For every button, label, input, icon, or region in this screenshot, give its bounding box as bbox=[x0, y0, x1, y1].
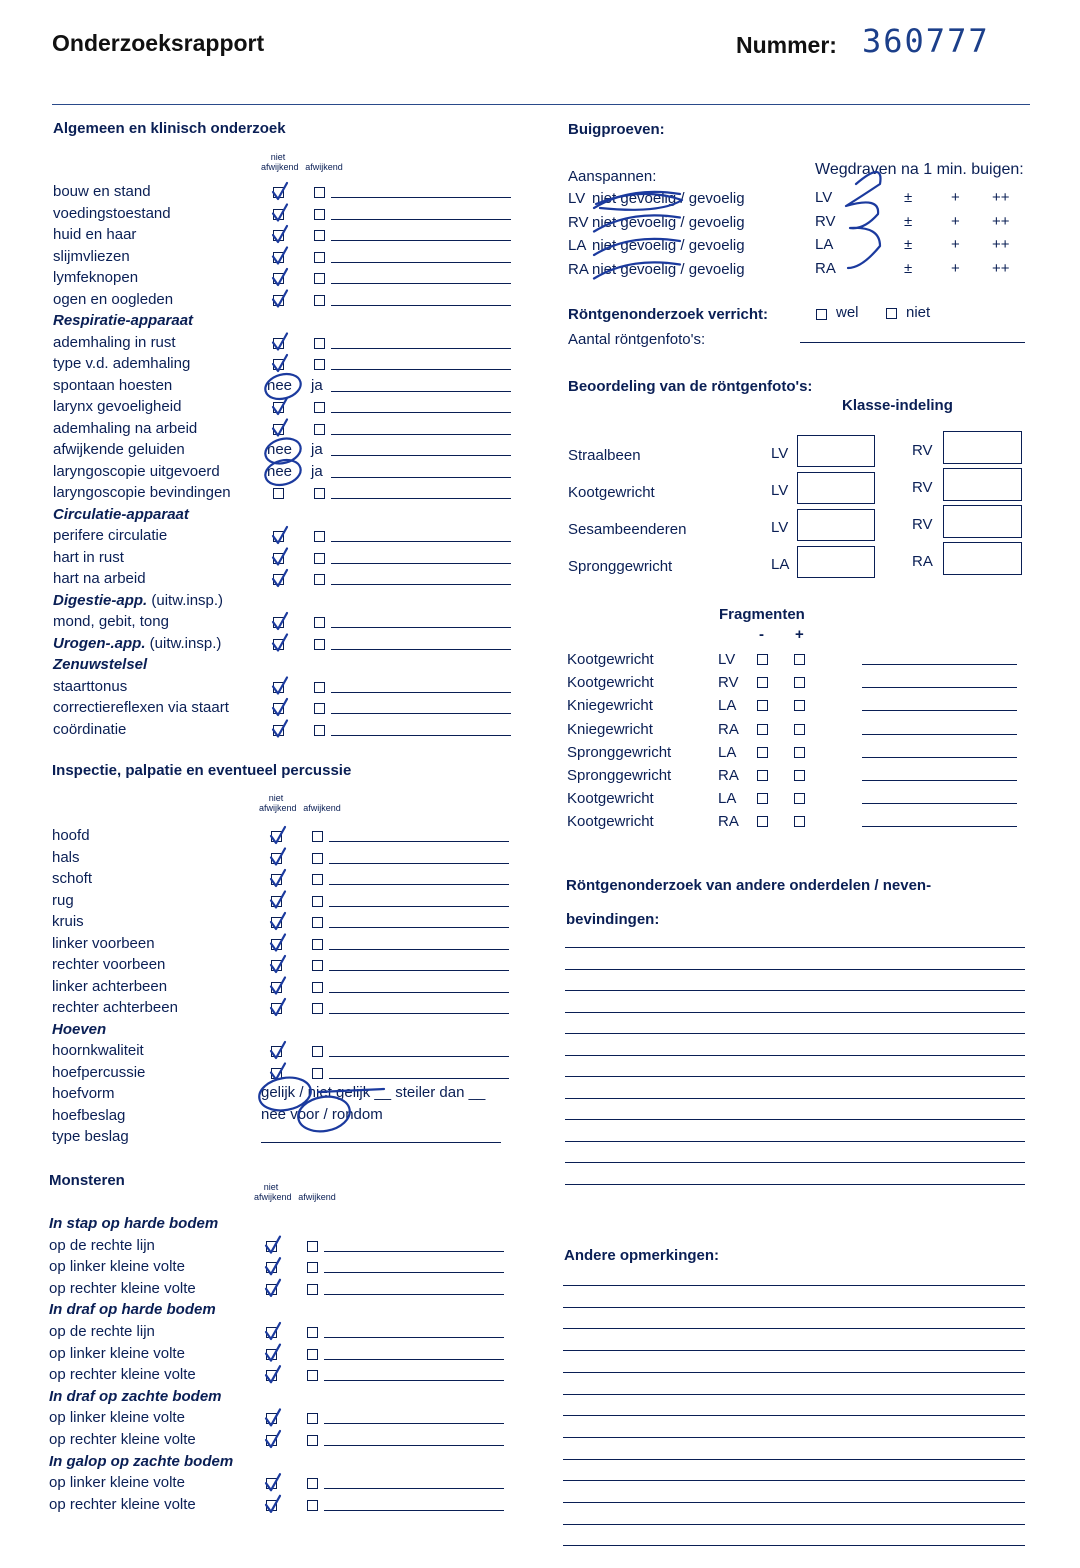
number-label: Nummer: bbox=[736, 32, 837, 58]
label-text: op linker kleine volte bbox=[49, 1474, 185, 1492]
checkmark bbox=[273, 291, 287, 307]
rontgen-wel-label: wel bbox=[836, 304, 859, 321]
fragment-label: Kootgewricht bbox=[567, 813, 654, 831]
label-text: hoefbeslag bbox=[52, 1106, 126, 1124]
section1-colhdr-afwijkend: afwijkend bbox=[305, 162, 343, 172]
label-text: Circulatie-apparaat bbox=[53, 505, 189, 523]
aanspannen-options[interactable]: niet gevoelig / gevoelig bbox=[592, 213, 745, 231]
aanspannen-label: Aanspannen: bbox=[568, 168, 657, 185]
fragment-label: Kootgewricht bbox=[567, 651, 654, 668]
wegdraven-scale-0[interactable]: ± bbox=[904, 212, 913, 230]
checkmark bbox=[266, 1474, 280, 1490]
wegdraven-scale-0[interactable]: ± bbox=[904, 189, 913, 206]
fragment-minus: - bbox=[759, 626, 764, 643]
wegdraven-leg: RA bbox=[815, 259, 836, 277]
checkmark bbox=[273, 678, 287, 694]
checkmark bbox=[266, 1237, 280, 1253]
fragment-plus: + bbox=[795, 626, 804, 643]
checkmark bbox=[273, 570, 287, 586]
label-text: coördinatie bbox=[53, 720, 127, 738]
label-text: type beslag bbox=[52, 1128, 129, 1145]
label-text: rechter voorbeen bbox=[52, 956, 166, 973]
label-text: Hoeven bbox=[52, 1020, 107, 1038]
fragment-leg: LV bbox=[718, 651, 736, 668]
label-text: slijmvliezen bbox=[53, 247, 130, 265]
niet-gevoelig-mark bbox=[594, 239, 680, 255]
checkmark bbox=[273, 183, 287, 199]
klasse-right-leg: RV bbox=[912, 442, 933, 459]
checkmark bbox=[271, 849, 285, 865]
label-text: laryngoscopie uitgevoerd bbox=[53, 462, 220, 480]
fragment-leg: RA bbox=[718, 767, 739, 784]
section2-colhdr-niet-1: niet bbox=[268, 793, 284, 803]
fragment-label: Kniegewricht bbox=[567, 697, 653, 715]
label-text: op rechter kleine volte bbox=[49, 1366, 196, 1384]
checkmark bbox=[266, 1366, 280, 1382]
nee-option[interactable]: nee bbox=[267, 376, 293, 394]
ja-option[interactable]: ja bbox=[311, 376, 323, 394]
label-text: op linker kleine volte bbox=[49, 1409, 185, 1427]
label-text: perifere circulatie bbox=[53, 527, 168, 544]
section2-colhdr-niet-2: afwijkend bbox=[259, 803, 297, 813]
label-text: hoefvorm bbox=[52, 1085, 115, 1102]
nee-option[interactable]: nee bbox=[267, 462, 293, 480]
klasse-left-leg: LV bbox=[771, 482, 789, 499]
ja-option[interactable]: ja bbox=[311, 462, 323, 480]
section3-colhdr-niet-2: afwijkend bbox=[254, 1192, 292, 1202]
aanspannen-circle bbox=[596, 194, 682, 210]
checkmark bbox=[266, 1280, 280, 1296]
checkmark bbox=[273, 613, 287, 629]
opmerkingen-title: Andere opmerkingen: bbox=[564, 1247, 720, 1264]
checkmark bbox=[273, 334, 287, 350]
nee-circle bbox=[263, 370, 304, 402]
checkmark bbox=[273, 355, 287, 371]
section2-title: Inspectie, palpatie en eventueel percussie bbox=[52, 762, 352, 779]
rontgen-verricht-label: Röntgenonderzoek verricht: bbox=[568, 306, 769, 323]
checkmark bbox=[271, 892, 285, 908]
fragment-label: Kootgewricht bbox=[567, 790, 654, 808]
label-text: spontaan hoesten bbox=[53, 376, 173, 394]
checkmark bbox=[266, 1258, 280, 1274]
label-text: staarttonus bbox=[53, 677, 128, 695]
niet-gelijk-strikethrough bbox=[318, 1089, 384, 1092]
wegdraven-label: Wegdraven na 1 min. buigen: bbox=[815, 161, 1024, 178]
fragment-label: Kootgewricht bbox=[567, 674, 654, 692]
label-suffix: (uitw.insp.) bbox=[145, 634, 222, 652]
label-text: Zenuwstelsel bbox=[53, 656, 148, 673]
checkmark bbox=[273, 699, 287, 715]
rontgen-niet-label: niet bbox=[906, 304, 931, 321]
fragment-leg: RA bbox=[718, 813, 739, 831]
wegdraven-scale-0[interactable]: ± bbox=[904, 259, 913, 277]
klasse-label: Sesambeenderen bbox=[568, 521, 687, 538]
checkmark bbox=[266, 1431, 280, 1447]
report-title: Onderzoeksrapport bbox=[52, 30, 265, 56]
checkmark bbox=[266, 1409, 280, 1425]
checkmark bbox=[273, 269, 287, 285]
section3-colhdr-afwijkend: afwijkend bbox=[298, 1192, 336, 1202]
checkmark bbox=[266, 1323, 280, 1339]
section3-title: Monsteren bbox=[49, 1172, 125, 1189]
label-text: op linker kleine volte bbox=[49, 1258, 185, 1276]
label-text: In galop op zachte bodem bbox=[49, 1452, 234, 1470]
label-text: hoefpercussie bbox=[52, 1063, 146, 1081]
label-text: larynx gevoeligheid bbox=[53, 398, 182, 415]
label-text: huid en haar bbox=[53, 226, 137, 243]
klasse-label: Kootgewricht bbox=[568, 484, 655, 501]
fragment-label: Spronggewricht bbox=[567, 767, 672, 784]
label-text: ogen en oogleden bbox=[53, 290, 174, 308]
label-text: hals bbox=[52, 848, 80, 866]
wegdraven-scale-2[interactable]: ++ bbox=[992, 212, 1010, 230]
fragment-label: Spronggewricht bbox=[567, 743, 672, 761]
label-text: type v.d. ademhaling bbox=[53, 355, 191, 372]
label-text: In stap op harde bodem bbox=[49, 1215, 219, 1232]
checkmark bbox=[271, 978, 285, 994]
buigproeven-title: Buigproeven: bbox=[568, 121, 665, 138]
wegdraven-scale-1[interactable]: + bbox=[951, 236, 960, 253]
checkmark bbox=[266, 1496, 280, 1512]
label-text: hoofd bbox=[52, 827, 90, 844]
aanspannen-leg: LV bbox=[568, 190, 586, 207]
klasse-left-leg: LV bbox=[771, 445, 789, 462]
aanspannen-options[interactable]: niet gevoelig / gevoelig bbox=[592, 190, 745, 207]
fragment-leg: RV bbox=[718, 674, 739, 692]
wegdraven-scale-2[interactable]: ++ bbox=[992, 236, 1010, 253]
klasse-left-leg: LV bbox=[771, 519, 789, 536]
klasse-right-leg: RA bbox=[912, 553, 933, 570]
label-text: voedingstoestand bbox=[53, 204, 171, 222]
klasse-title: Klasse-indeling bbox=[842, 397, 953, 414]
checkmark bbox=[266, 1345, 280, 1361]
fragment-label: Kniegewricht bbox=[567, 720, 653, 738]
checkmark bbox=[273, 398, 287, 414]
label-text: bouw en stand bbox=[53, 183, 151, 200]
label-text: Urogen-.app. bbox=[53, 634, 146, 652]
label-text: In draf op zachte bodem bbox=[49, 1387, 222, 1405]
nee-option[interactable]: nee bbox=[267, 441, 293, 458]
checkmark bbox=[273, 635, 287, 651]
ja-option[interactable]: ja bbox=[311, 441, 323, 458]
section3-colhdr-niet-1: niet bbox=[263, 1182, 279, 1192]
klasse-right-leg: RV bbox=[912, 479, 933, 496]
option-text[interactable]: gelijk / niet gelijk __ steiler dan __ bbox=[261, 1084, 486, 1101]
niet-gevoelig-mark bbox=[594, 215, 680, 231]
wegdraven-leg: LV bbox=[815, 189, 833, 206]
label-text: linker achterbeen bbox=[52, 977, 168, 995]
label-text: rug bbox=[52, 891, 74, 909]
label-text: op de rechte lijn bbox=[49, 1323, 155, 1340]
label-text: laryngoscopie bevindingen bbox=[53, 484, 231, 501]
label-text: Digestie-app. bbox=[53, 591, 148, 609]
andere-onderdelen-title: Röntgenonderzoek van andere onderdelen / neven- bbox=[566, 877, 932, 894]
section2-colhdr-afwijkend: afwijkend bbox=[303, 803, 341, 813]
wegdraven-scale-1[interactable]: + bbox=[951, 259, 960, 277]
label-text: hart in rust bbox=[53, 548, 124, 566]
label-text: In draf op harde bodem bbox=[49, 1301, 216, 1319]
checkmark bbox=[271, 827, 285, 843]
checkmark bbox=[273, 248, 287, 264]
label-text: op de rechte lijn bbox=[49, 1236, 155, 1254]
checkmark bbox=[273, 205, 287, 221]
label-text: kruis bbox=[52, 913, 84, 930]
label-text: op rechter kleine volte bbox=[49, 1431, 196, 1448]
label-text: hoornkwaliteit bbox=[52, 1042, 144, 1059]
checkmark bbox=[271, 956, 285, 972]
fragment-leg: LA bbox=[718, 697, 737, 715]
klasse-right-leg: RV bbox=[912, 516, 933, 533]
option-text[interactable]: nee voor / rondom bbox=[261, 1105, 383, 1123]
wegdraven-scale-2[interactable]: ++ bbox=[992, 259, 1010, 277]
aanspannen-leg: RA bbox=[568, 260, 589, 278]
section1-colhdr-niet-2: afwijkend bbox=[261, 162, 299, 172]
checkmark bbox=[271, 870, 285, 886]
gelijk-circle bbox=[257, 1074, 314, 1115]
klasse-label: Spronggewricht bbox=[568, 558, 673, 575]
fragmenten-title: Fragmenten bbox=[719, 606, 805, 623]
wegdraven-scribble bbox=[846, 172, 881, 268]
checkmark bbox=[273, 527, 287, 543]
aantal-label: Aantal röntgenfoto's: bbox=[568, 331, 706, 348]
checkmark bbox=[273, 721, 287, 737]
label-text: ademhaling in rust bbox=[53, 333, 176, 351]
section1-colhdr-niet-1: niet bbox=[270, 152, 286, 162]
aanspannen-leg: LA bbox=[568, 237, 587, 254]
label-text: ademhaling na arbeid bbox=[53, 419, 198, 437]
fragment-leg: LA bbox=[718, 743, 737, 761]
aanspannen-options[interactable]: niet gevoelig / gevoelig bbox=[592, 237, 745, 254]
label-text: rechter achterbeen bbox=[52, 999, 178, 1016]
fragment-leg: RA bbox=[718, 720, 739, 738]
label-text: op rechter kleine volte bbox=[49, 1495, 196, 1513]
label-text: hart na arbeid bbox=[53, 570, 146, 587]
section1-title: Algemeen en klinisch onderzoek bbox=[53, 120, 286, 137]
label-text: linker voorbeen bbox=[52, 934, 155, 952]
report-number: 360777 bbox=[862, 22, 990, 60]
aanspannen-leg: RV bbox=[568, 213, 589, 231]
label-text: op linker kleine volte bbox=[49, 1344, 185, 1362]
voor-circle bbox=[295, 1093, 352, 1136]
checkmark bbox=[271, 1042, 285, 1058]
wegdraven-scale-0[interactable]: ± bbox=[904, 236, 913, 253]
label-text: mond, gebit, tong bbox=[53, 613, 169, 630]
checkmark bbox=[273, 226, 287, 242]
wegdraven-leg: LA bbox=[815, 236, 834, 253]
label-text: afwijkende geluiden bbox=[53, 441, 185, 458]
andere-onderdelen-title-2: bevindingen: bbox=[566, 911, 660, 928]
fragment-leg: LA bbox=[718, 790, 737, 808]
label-suffix: (uitw.insp.) bbox=[147, 591, 224, 609]
label-text: schoft bbox=[52, 870, 93, 887]
beoordeling-title: Beoordeling van de röntgenfoto's: bbox=[568, 378, 813, 395]
klasse-label: Straalbeen bbox=[568, 447, 641, 464]
checkmark bbox=[271, 999, 285, 1015]
klasse-left-leg: LA bbox=[771, 556, 790, 573]
label-text: Respiratie-apparaat bbox=[53, 312, 194, 329]
label-text: correctiereflexen via staart bbox=[53, 699, 229, 716]
checkmark bbox=[273, 549, 287, 565]
aanspannen-options[interactable]: niet gevoelig / gevoelig bbox=[592, 260, 745, 278]
wegdraven-leg: RV bbox=[815, 212, 836, 230]
checkmark bbox=[273, 420, 287, 436]
checkmark bbox=[271, 935, 285, 951]
label-text: op rechter kleine volte bbox=[49, 1279, 196, 1297]
wegdraven-scale-1[interactable]: + bbox=[951, 212, 960, 230]
niet-gevoelig-mark bbox=[594, 262, 680, 278]
label-text: lymfeknopen bbox=[53, 269, 139, 286]
checkmark bbox=[271, 913, 285, 929]
wegdraven-scale-1[interactable]: + bbox=[951, 189, 960, 206]
wegdraven-scale-2[interactable]: ++ bbox=[992, 189, 1010, 206]
